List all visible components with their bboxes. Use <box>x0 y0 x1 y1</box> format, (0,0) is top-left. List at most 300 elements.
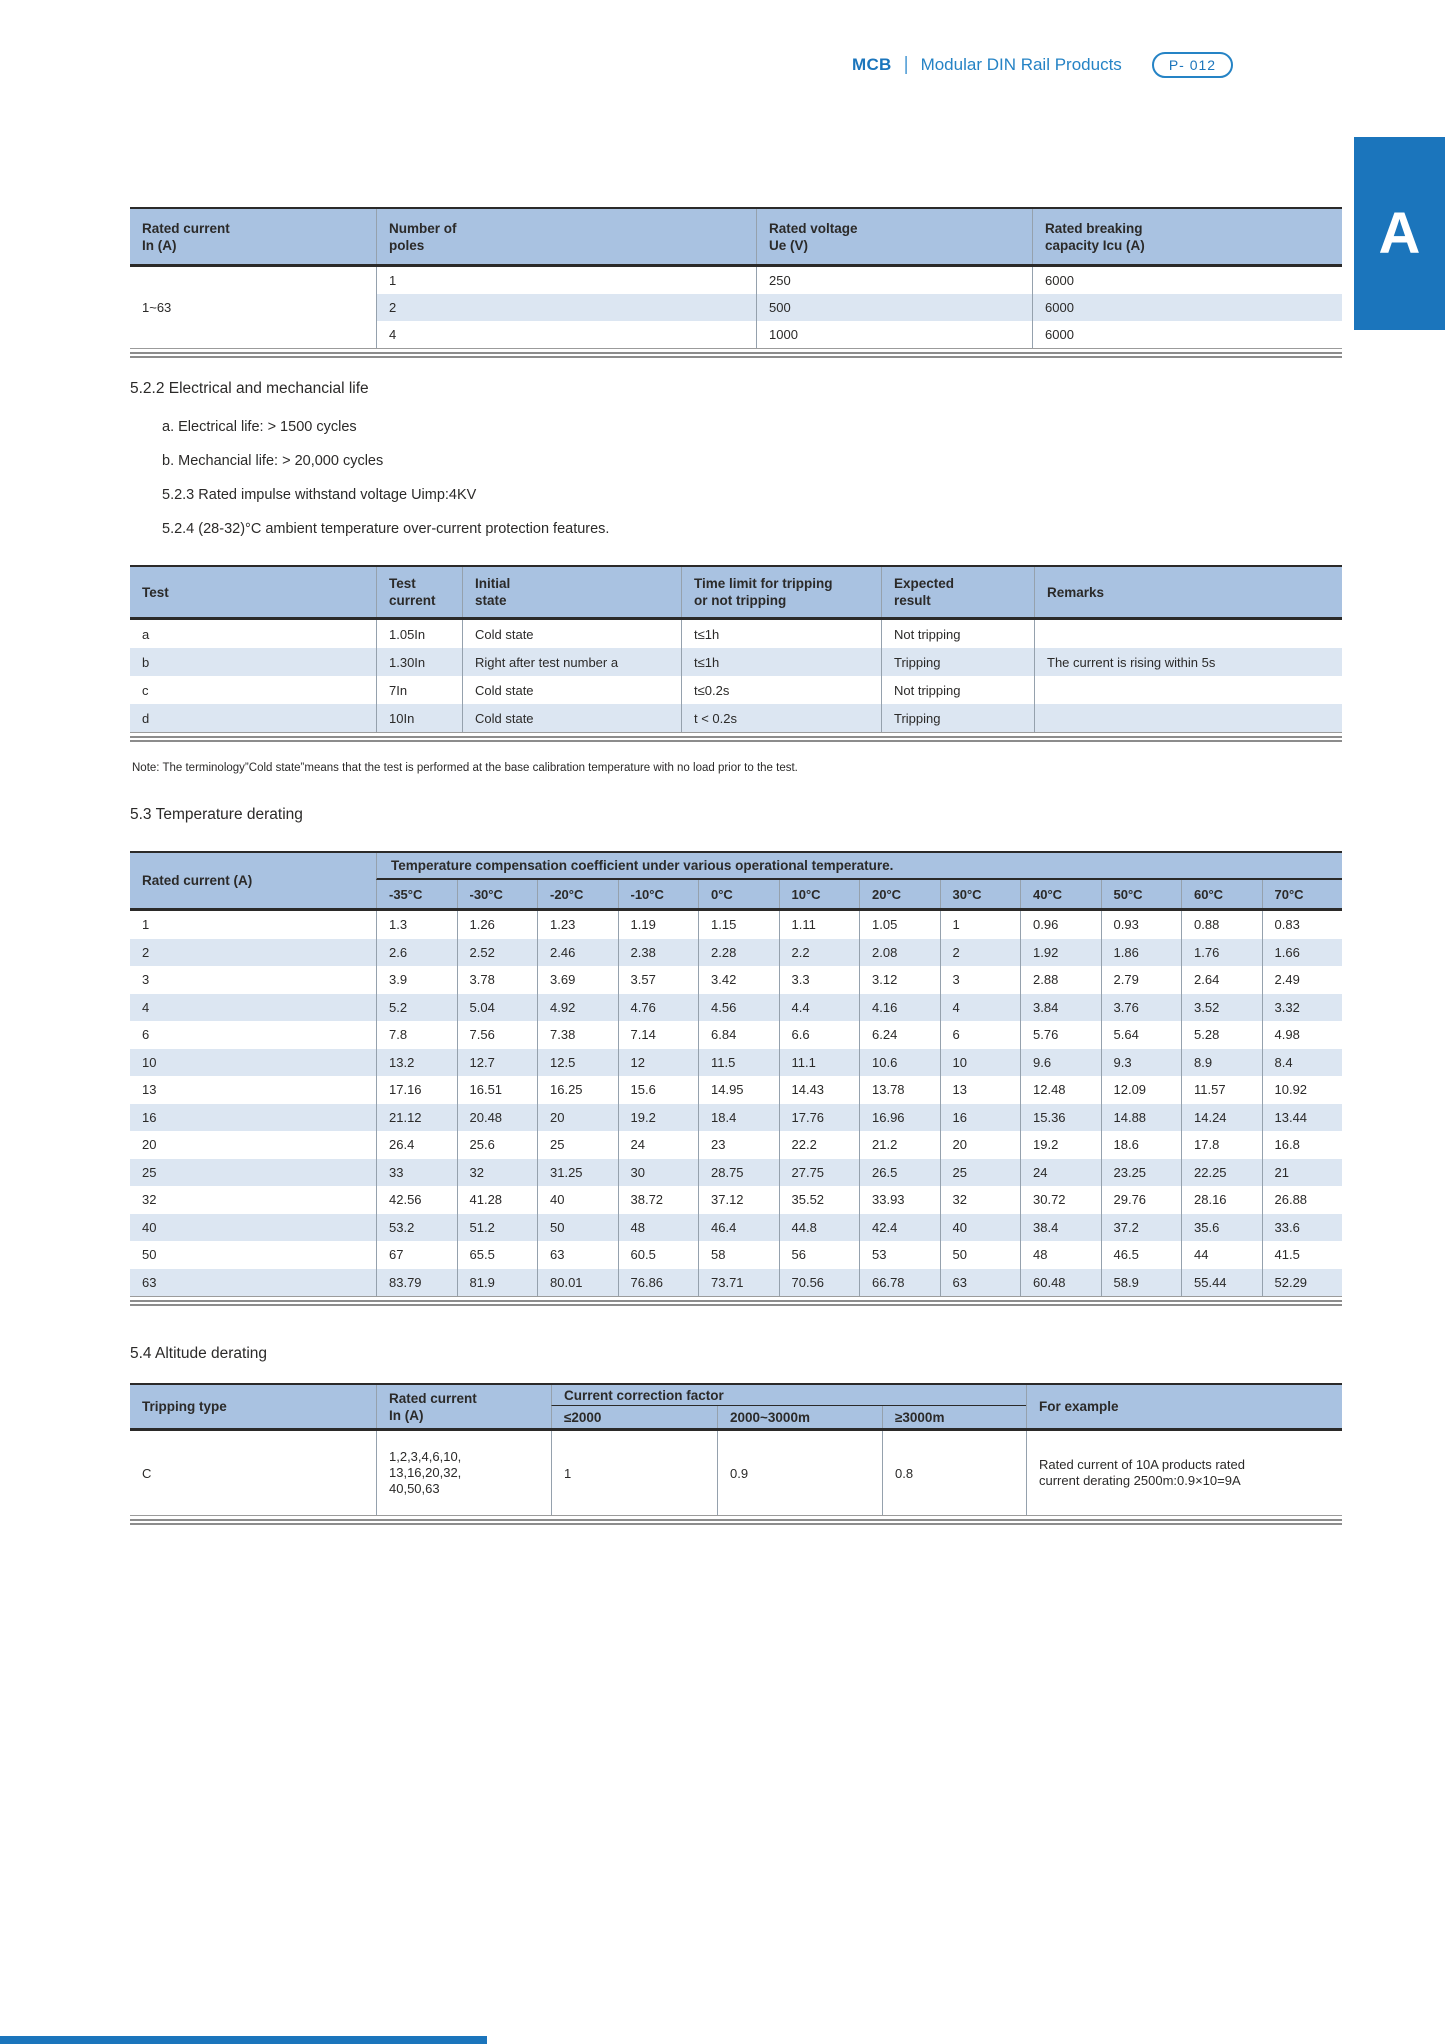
correction-factor-cell: 0.8 <box>882 1431 1026 1515</box>
coefficient-cell: 20.48 <box>457 1104 538 1132</box>
temp-col-header: 20°C <box>859 880 940 908</box>
test-table <box>130 565 1342 742</box>
coefficient-cell: 48 <box>618 1214 699 1242</box>
coefficient-cell: 25.6 <box>457 1131 538 1159</box>
coefficient-cell: 1.19 <box>618 911 699 939</box>
icu-cell: 6000 <box>1032 321 1342 348</box>
coefficient-cell: 1.15 <box>698 911 779 939</box>
col-header-current-correction-factor: Current correction factor <box>551 1385 1026 1406</box>
section-522-line: a. Electrical life: > 1500 cycles <box>162 419 357 435</box>
col-header-rated-current <box>130 209 376 264</box>
test-table-cell <box>1034 620 1342 648</box>
coefficient-cell: 41.28 <box>457 1186 538 1214</box>
table-bottom-rule <box>130 1300 1342 1306</box>
coefficient-cell: 2.79 <box>1101 966 1182 994</box>
coefficient-cell: 1.66 <box>1262 939 1343 967</box>
section-53-heading: 5.3 Temperature derating <box>130 806 303 823</box>
rated-current-list-line: 40,50,63 <box>389 1481 440 1496</box>
col-header-time-limit <box>681 567 881 617</box>
coefficient-cell: 5.76 <box>1020 1021 1101 1049</box>
coefficient-cell: 46.5 <box>1101 1241 1182 1269</box>
coefficient-cell: 22.2 <box>779 1131 860 1159</box>
correction-factor-cell: 0.9 <box>717 1431 882 1515</box>
coefficient-cell: 35.52 <box>779 1186 860 1214</box>
coefficient-cell: 58 <box>698 1241 779 1269</box>
temp-col-header: 30°C <box>940 880 1021 908</box>
test-table-cell: t≤1h <box>681 648 881 676</box>
coefficient-cell: 2.6 <box>376 939 457 967</box>
rated-current-cell: 4 <box>130 994 376 1022</box>
coefficient-cell: 3.57 <box>618 966 699 994</box>
header-line: poles <box>389 237 425 253</box>
coefficient-cell: 60.5 <box>618 1241 699 1269</box>
coefficient-cell: 40 <box>537 1186 618 1214</box>
coefficient-cell: 58.9 <box>1101 1269 1182 1297</box>
coefficient-cell: 3.84 <box>1020 994 1101 1022</box>
rated-current-cell: 3 <box>142 972 150 988</box>
coefficient-cell: 30 <box>618 1159 699 1187</box>
coefficient-cell: 1 <box>940 911 1021 939</box>
coefficient-cell: 0.83 <box>1262 911 1343 939</box>
coefficient-cell: 3.76 <box>1101 994 1182 1022</box>
coefficient-cell: 21 <box>1262 1159 1343 1187</box>
coefficient-cell: 8.9 <box>1181 1049 1262 1077</box>
coefficient-cell: 1.23 <box>537 911 618 939</box>
coefficient-cell: 6 <box>940 1021 1021 1049</box>
coefficient-cell: 46.4 <box>698 1214 779 1242</box>
temperature-table-body <box>130 911 1342 1297</box>
coefficient-cell: 13.78 <box>859 1076 940 1104</box>
coefficient-cell: 21.12 <box>376 1104 457 1132</box>
coefficient-cell: 16.25 <box>537 1076 618 1104</box>
coefficient-cell: 6.24 <box>859 1021 940 1049</box>
coefficient-cell: 11.57 <box>1181 1076 1262 1104</box>
voltage-cell: 250 <box>756 267 1032 294</box>
altitude-table-header <box>130 1383 1342 1431</box>
temp-col-header: 10°C <box>779 880 860 908</box>
coefficient-cell: 14.88 <box>1101 1104 1182 1132</box>
coefficient-cell: 30.72 <box>1020 1186 1101 1214</box>
coefficient-cell: 7.38 <box>537 1021 618 1049</box>
ratings-table-body <box>130 267 1342 349</box>
coefficient-cell: 14.95 <box>698 1076 779 1104</box>
coefficient-cell: 4.16 <box>859 994 940 1022</box>
coefficient-cell: 1.86 <box>1101 939 1182 967</box>
coefficient-cell: 1.11 <box>779 911 860 939</box>
coefficient-cell: 5.2 <box>376 994 457 1022</box>
header-line: state <box>475 593 507 608</box>
temp-col-header: 60°C <box>1181 880 1262 908</box>
section-522-lines <box>130 410 609 546</box>
col-header-initial-state <box>462 567 681 617</box>
coefficient-cell: 13.44 <box>1262 1104 1343 1132</box>
header-line: In (A) <box>389 1407 424 1423</box>
coefficient-cell: 17.16 <box>376 1076 457 1104</box>
test-table-cell: Not tripping <box>881 620 1034 648</box>
test-table-cell: c <box>142 682 149 698</box>
coefficient-cell: 3.78 <box>457 966 538 994</box>
coefficient-cell: 15.6 <box>618 1076 699 1104</box>
coefficient-cell: 3.9 <box>376 966 457 994</box>
test-table-cell: Cold state <box>462 620 681 648</box>
coefficient-cell: 0.88 <box>1181 911 1262 939</box>
test-table-cell: d <box>130 704 376 732</box>
test-table-cell: t < 0.2s <box>681 704 881 732</box>
coefficient-cell: 31.25 <box>537 1159 618 1187</box>
col-header-tripping-type: Tripping type <box>142 1399 227 1414</box>
coefficient-cell: 23 <box>698 1131 779 1159</box>
coefficient-cell: 3.69 <box>537 966 618 994</box>
test-table-cell: Cold state <box>462 704 681 732</box>
temperature-span-header: Temperature compensation coefficient under various operational temperature. <box>376 853 1342 880</box>
coefficient-cell: 16.51 <box>457 1076 538 1104</box>
section-522 <box>130 380 609 546</box>
coefficient-cell: 2.49 <box>1262 966 1343 994</box>
coefficient-cell: 60.48 <box>1020 1269 1101 1297</box>
rated-current-list-line: 1,2,3,4,6,10, <box>389 1449 462 1464</box>
coefficient-cell: 2.28 <box>698 939 779 967</box>
coefficient-cell: 53 <box>859 1241 940 1269</box>
correction-factor-cell: 1 <box>551 1431 717 1515</box>
temperature-derating-table <box>130 851 1342 1306</box>
test-table-cell: 10In <box>376 704 462 732</box>
coefficient-cell: 3 <box>940 966 1021 994</box>
coefficient-cell: 52.29 <box>1262 1269 1343 1297</box>
coefficient-cell: 51.2 <box>457 1214 538 1242</box>
coefficient-cell: 20 <box>537 1104 618 1132</box>
coefficient-cell: 10.6 <box>859 1049 940 1077</box>
coefficient-cell: 9.6 <box>1020 1049 1101 1077</box>
coefficient-cell: 67 <box>376 1241 457 1269</box>
coefficient-cell: 4.98 <box>1262 1021 1343 1049</box>
test-table-cell: Not tripping <box>881 676 1034 704</box>
coefficient-cell: 1.76 <box>1181 939 1262 967</box>
coefficient-cell: 44.8 <box>779 1214 860 1242</box>
rated-current-cell: 63 <box>130 1269 376 1297</box>
coefficient-cell: 1.26 <box>457 911 538 939</box>
page-title: Modular DIN Rail Products <box>920 55 1122 74</box>
coefficient-cell: 2.64 <box>1181 966 1262 994</box>
col-header-breaking-capacity <box>1032 209 1342 264</box>
header-line: In (A) <box>142 237 177 253</box>
coefficient-cell: 63 <box>537 1241 618 1269</box>
temp-col-header: -10°C <box>618 880 699 908</box>
rated-current-span-cell: 1~63 <box>142 300 172 315</box>
coefficient-cell: 25 <box>940 1159 1021 1187</box>
test-table-cell: 1.05In <box>376 620 462 648</box>
coefficient-cell: 12.09 <box>1101 1076 1182 1104</box>
coefficient-cell: 27.75 <box>779 1159 860 1187</box>
footer-color-strip <box>0 2036 487 2044</box>
coefficient-cell: 32 <box>457 1159 538 1187</box>
coefficient-cell: 53.2 <box>376 1214 457 1242</box>
test-table-cell: 1.30In <box>376 648 462 676</box>
voltage-cell: 500 <box>756 294 1032 321</box>
coefficient-cell: 7.56 <box>457 1021 538 1049</box>
coefficient-cell: 2.46 <box>537 939 618 967</box>
coefficient-cell: 4.4 <box>779 994 860 1022</box>
poles-cell: 2 <box>376 294 756 321</box>
col-header-test-current <box>376 567 462 617</box>
coefficient-cell: 56 <box>779 1241 860 1269</box>
coefficient-cell: 14.24 <box>1181 1104 1262 1132</box>
coefficient-cell: 42.4 <box>859 1214 940 1242</box>
col-header-le-2000: ≤2000 <box>551 1406 717 1428</box>
coefficient-cell: 33 <box>376 1159 457 1187</box>
coefficient-cell: 40 <box>940 1214 1021 1242</box>
coefficient-cell: 7.14 <box>618 1021 699 1049</box>
page-number-badge: P- 012 <box>1152 52 1233 78</box>
temp-col-header: 70°C <box>1262 880 1343 908</box>
icu-cell: 6000 <box>1032 294 1342 321</box>
coefficient-cell: 83.79 <box>376 1269 457 1297</box>
test-table-cell: 7In <box>376 676 462 704</box>
header-line: Initial <box>475 576 511 591</box>
coefficient-cell: 2.38 <box>618 939 699 967</box>
col-header-remarks: Remarks <box>1034 567 1342 617</box>
coefficient-cell: 50 <box>537 1214 618 1242</box>
coefficient-cell: 11.5 <box>698 1049 779 1077</box>
rated-current-cell: 6 <box>142 1027 150 1043</box>
ratings-table <box>130 207 1342 358</box>
section-522-line: b. Mechancial life: > 20,000 cycles <box>162 453 384 469</box>
coefficient-cell: 17.76 <box>779 1104 860 1132</box>
coefficient-cell: 38.72 <box>618 1186 699 1214</box>
altitude-derating-table <box>130 1383 1342 1525</box>
coefficient-cell: 55.44 <box>1181 1269 1262 1297</box>
coefficient-cell: 63 <box>940 1269 1021 1297</box>
coefficient-cell: 37.12 <box>698 1186 779 1214</box>
rated-current-list-cell <box>376 1431 551 1515</box>
header-line: Time limit for tripping <box>694 576 833 591</box>
header-line: capacity Icu (A) <box>1045 237 1145 253</box>
rated-current-cell: 10 <box>130 1049 376 1077</box>
rated-current-cell: 40 <box>130 1214 376 1242</box>
coefficient-cell: 8.4 <box>1262 1049 1343 1077</box>
coefficient-cell: 18.4 <box>698 1104 779 1132</box>
temp-col-header: 40°C <box>1020 880 1101 908</box>
coefficient-cell: 42.56 <box>376 1186 457 1214</box>
temperature-table-header <box>130 851 1342 911</box>
header-line: Ue (V) <box>769 237 809 253</box>
coefficient-cell: 20 <box>940 1131 1021 1159</box>
coefficient-cell: 2.08 <box>859 939 940 967</box>
col-header-ge-3000m: ≥3000m <box>882 1406 1026 1428</box>
test-table-cell <box>1034 676 1342 704</box>
table-bottom-rule <box>130 1519 1342 1525</box>
section-524-line: 5.2.4 (28-32)°C ambient temperature over-current protection features. <box>162 521 610 537</box>
poles-cell: 1 <box>376 267 756 294</box>
coefficient-cell: 19.2 <box>618 1104 699 1132</box>
coefficient-cell: 22.25 <box>1181 1159 1262 1187</box>
table-bottom-rule <box>130 352 1342 358</box>
test-table-body <box>130 620 1342 733</box>
coefficient-cell: 4.92 <box>537 994 618 1022</box>
coefficient-cell: 33.6 <box>1262 1214 1343 1242</box>
icu-cell: 6000 <box>1032 267 1342 294</box>
coefficient-cell: 6.84 <box>698 1021 779 1049</box>
temp-col-header: 50°C <box>1101 880 1182 908</box>
rated-current-cell: 1 <box>142 917 150 933</box>
header-line: Rated current <box>389 1390 477 1406</box>
coefficient-cell: 24 <box>618 1131 699 1159</box>
coefficient-cell: 0.96 <box>1020 911 1101 939</box>
coefficient-cell: 70.56 <box>779 1269 860 1297</box>
coefficient-cell: 3.3 <box>779 966 860 994</box>
coefficient-cell: 13 <box>940 1076 1021 1104</box>
coefficient-cell: 29.76 <box>1101 1186 1182 1214</box>
header-line: result <box>894 593 931 608</box>
coefficient-cell: 5.04 <box>457 994 538 1022</box>
coefficient-cell: 23.25 <box>1101 1159 1182 1187</box>
coefficient-cell: 2.2 <box>779 939 860 967</box>
coefficient-cell: 81.9 <box>457 1269 538 1297</box>
rated-current-cell: 2 <box>130 939 376 967</box>
coefficient-cell: 44 <box>1181 1241 1262 1269</box>
coefficient-cell: 65.5 <box>457 1241 538 1269</box>
cold-state-note: Note: The terminology”Cold state”means that the test is performed at the base calibration temperature with no load prior to the test. <box>132 762 798 774</box>
coefficient-cell: 9.3 <box>1101 1049 1182 1077</box>
example-cell <box>1026 1431 1342 1515</box>
coefficient-cell: 24 <box>1020 1159 1101 1187</box>
rated-current-cell: 20 <box>142 1137 157 1153</box>
col-header-number-of-poles <box>376 209 756 264</box>
section-523-line: 5.2.3 Rated impulse withstand voltage Uimp:4KV <box>162 487 477 503</box>
col-header-for-example: For example <box>1026 1385 1342 1428</box>
coefficient-cell: 18.6 <box>1101 1131 1182 1159</box>
page-header <box>852 52 1233 78</box>
col-header-rated-current-a: Rated current (A) <box>142 873 253 888</box>
rated-current-cell: 16 <box>130 1104 376 1132</box>
coefficient-cell: 33.93 <box>859 1186 940 1214</box>
section-522-heading: 5.2.2 Electrical and mechancial life <box>130 380 369 397</box>
coefficient-cell: 16 <box>940 1104 1021 1132</box>
coefficient-cell: 16.8 <box>1262 1131 1343 1159</box>
poles-cell: 4 <box>376 321 756 348</box>
coefficient-cell: 16.96 <box>859 1104 940 1132</box>
coefficient-cell: 66.78 <box>859 1269 940 1297</box>
coefficient-cell: 1.92 <box>1020 939 1101 967</box>
col-header-rated-voltage <box>756 209 1032 264</box>
test-table-cell: Cold state <box>462 676 681 704</box>
coefficient-cell: 76.86 <box>618 1269 699 1297</box>
coefficient-cell: 6.6 <box>779 1021 860 1049</box>
header-line: Test <box>389 576 416 591</box>
coefficient-cell: 4 <box>940 994 1021 1022</box>
temp-col-header: 0°C <box>698 880 779 908</box>
coefficient-cell: 13.2 <box>376 1049 457 1077</box>
coefficient-cell: 41.5 <box>1262 1241 1343 1269</box>
coefficient-cell: 73.71 <box>698 1269 779 1297</box>
test-table-cell: t≤0.2s <box>681 676 881 704</box>
header-line: Expected <box>894 576 955 591</box>
section-54-heading: 5.4 Altitude derating <box>130 1345 268 1362</box>
coefficient-cell: 1.3 <box>376 911 457 939</box>
header-line: Number of <box>389 220 457 236</box>
coefficient-cell: 12.7 <box>457 1049 538 1077</box>
coefficient-cell: 38.4 <box>1020 1214 1101 1242</box>
coefficient-cell: 26.5 <box>859 1159 940 1187</box>
coefficient-cell: 28.75 <box>698 1159 779 1187</box>
altitude-table-body <box>130 1431 1342 1516</box>
coefficient-cell: 12 <box>618 1049 699 1077</box>
coefficient-cell: 26.88 <box>1262 1186 1343 1214</box>
col-header-expected-result <box>881 567 1034 617</box>
coefficient-cell: 12.5 <box>537 1049 618 1077</box>
header-line: Rated voltage <box>769 220 858 236</box>
coefficient-cell: 21.2 <box>859 1131 940 1159</box>
coefficient-cell: 3.52 <box>1181 994 1262 1022</box>
coefficient-cell: 50 <box>940 1241 1021 1269</box>
rated-current-cell: 32 <box>142 1192 157 1208</box>
tripping-type-cell: C <box>142 1465 152 1481</box>
test-table-cell: a <box>142 626 150 642</box>
header-line: current <box>389 593 436 608</box>
col-header-2000-3000m: 2000~3000m <box>717 1406 882 1428</box>
col-header-rated-current-in-a <box>376 1385 551 1428</box>
rated-current-cell: 13 <box>142 1082 157 1098</box>
coefficient-cell: 4.56 <box>698 994 779 1022</box>
test-table-cell: The current is rising within 5s <box>1034 648 1342 676</box>
temp-col-header: -30°C <box>457 880 538 908</box>
temp-col-header: -35°C <box>376 880 457 908</box>
example-line: current derating 2500m:0.9×10=9A <box>1039 1473 1241 1488</box>
section-index-tab <box>1354 137 1445 330</box>
test-table-cell: b <box>130 648 376 676</box>
coefficient-cell: 37.2 <box>1101 1214 1182 1242</box>
coefficient-cell: 10.92 <box>1262 1076 1343 1104</box>
coefficient-cell: 2.88 <box>1020 966 1101 994</box>
coefficient-cell: 1.05 <box>859 911 940 939</box>
coefficient-cell: 3.12 <box>859 966 940 994</box>
coefficient-cell: 3.42 <box>698 966 779 994</box>
example-line: Rated current of 10A products rated <box>1039 1457 1245 1472</box>
temp-col-header: -20°C <box>537 880 618 908</box>
brand-label: MCB <box>852 55 892 74</box>
coefficient-cell: 19.2 <box>1020 1131 1101 1159</box>
test-table-cell: Right after test number a <box>462 648 681 676</box>
coefficient-cell: 12.48 <box>1020 1076 1101 1104</box>
section-tab-letter: A <box>1378 201 1421 266</box>
table-bottom-rule <box>130 736 1342 742</box>
header-separator: | <box>903 54 909 75</box>
coefficient-cell: 0.93 <box>1101 911 1182 939</box>
test-table-cell: Tripping <box>881 704 1034 732</box>
header-line: Rated current <box>142 220 230 236</box>
test-table-header <box>130 565 1342 620</box>
coefficient-cell: 15.36 <box>1020 1104 1101 1132</box>
test-table-cell: t≤1h <box>681 620 881 648</box>
coefficient-cell: 32 <box>940 1186 1021 1214</box>
coefficient-cell: 80.01 <box>537 1269 618 1297</box>
coefficient-cell: 2 <box>940 939 1021 967</box>
coefficient-cell: 35.6 <box>1181 1214 1262 1242</box>
coefficient-cell: 11.1 <box>779 1049 860 1077</box>
rated-current-cell: 50 <box>142 1247 157 1263</box>
coefficient-cell: 7.8 <box>376 1021 457 1049</box>
coefficient-cell: 3.32 <box>1262 994 1343 1022</box>
coefficient-cell: 17.8 <box>1181 1131 1262 1159</box>
rated-current-cell: 25 <box>130 1159 376 1187</box>
test-table-cell <box>1034 704 1342 732</box>
coefficient-cell: 25 <box>537 1131 618 1159</box>
rated-current-list-line: 13,16,20,32, <box>389 1465 462 1480</box>
coefficient-cell: 5.28 <box>1181 1021 1262 1049</box>
coefficient-cell: 28.16 <box>1181 1186 1262 1214</box>
coefficient-cell: 2.52 <box>457 939 538 967</box>
coefficient-cell: 48 <box>1020 1241 1101 1269</box>
coefficient-cell: 14.43 <box>779 1076 860 1104</box>
